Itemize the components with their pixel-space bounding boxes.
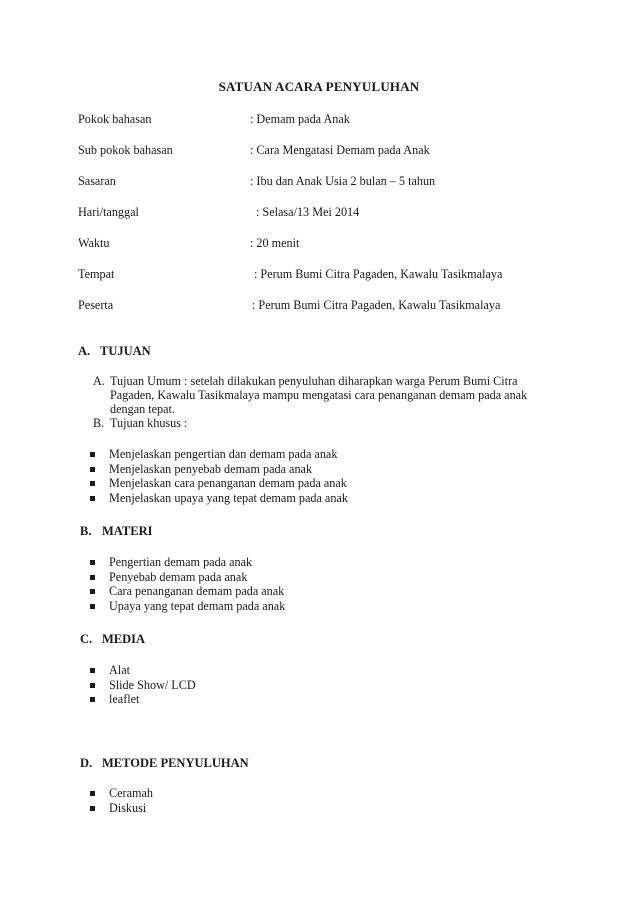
list-item: Upaya yang tepat demam pada anak [86,599,285,614]
section-c-heading [80,632,145,647]
section-a-title: TUJUAN [100,344,151,358]
tujuan-khusus-list [86,447,348,505]
section-b-title: MATERI [102,524,153,538]
list-item: Penyebab demam pada anak [86,570,285,585]
list-item: Menjelaskan cara penanganan demam pada anak [86,476,348,491]
metode-list [86,786,153,815]
section-d-title: METODE PENYULUHAN [102,756,249,770]
list-item: Alat [86,663,196,678]
tujuan-umum-text: Tujuan Umum : setelah dilakukan penyuluhan diharapkan warga Perum Bumi Citra Pagaden, Kawalu Tasikmalaya mampu mengatasi cara penanganan demam pada anak dengan tepat. [110,374,528,416]
materi-list [86,555,285,613]
info-value-tempat: : Perum Bumi Citra Pagaden, Kawalu Tasikmalaya [254,267,503,281]
list-item: Pengertian demam pada anak [86,555,285,570]
tujuan-khusus [93,416,187,431]
section-c-title: MEDIA [102,632,146,646]
info-value-sasaran: : Ibu dan Anak Usia 2 bulan – 5 tahun [250,174,436,188]
list-item: Slide Show/ LCD [86,678,196,693]
info-label-pokok-bahasan: Pokok bahasan [78,112,152,126]
list-item: Ceramah [86,786,153,801]
list-item: Menjelaskan penyebab demam pada anak [86,462,348,477]
page-title: SATUAN ACARA PENYULUHAN [218,79,420,94]
info-label-waktu: Waktu [78,236,110,250]
list-item: Cara penanganan demam pada anak [86,584,285,599]
info-label-tempat: Tempat [78,267,115,281]
info-label-peserta: Peserta [78,298,114,312]
section-d-heading [80,756,249,771]
tujuan-khusus-letter: B. [93,416,105,430]
list-item: Menjelaskan pengertian dan demam pada anak [86,447,348,462]
info-value-peserta: : Perum Bumi Citra Pagaden, Kawalu Tasikmalaya [252,298,501,312]
list-item: Menjelaskan upaya yang tepat demam pada anak [86,491,348,506]
info-label-hari-tanggal: Hari/tanggal [78,205,139,219]
info-label-sub-pokok-bahasan: Sub pokok bahasan [78,143,173,157]
list-item: leaflet [86,692,196,707]
list-item: Diskusi [86,801,153,816]
tujuan-khusus-text: Tujuan khusus : [110,416,188,430]
section-c-letter: C. [80,632,93,646]
media-list [86,663,196,707]
tujuan-umum-letter: A. [93,374,105,388]
tujuan-umum [93,374,560,417]
info-value-hari-tanggal: : Selasa/13 Mei 2014 [256,205,360,219]
section-d-letter: D. [80,756,93,770]
section-b-heading [80,524,152,539]
info-value-waktu: : 20 menit [250,236,300,250]
section-a-letter: A. [78,344,91,358]
section-a-heading [78,344,151,359]
section-b-letter: B. [80,524,92,538]
info-value-pokok-bahasan: : Demam pada Anak [250,112,350,126]
info-value-sub-pokok-bahasan: : Cara Mengatasi Demam pada Anak [250,143,430,157]
info-label-sasaran: Sasaran [78,174,116,188]
